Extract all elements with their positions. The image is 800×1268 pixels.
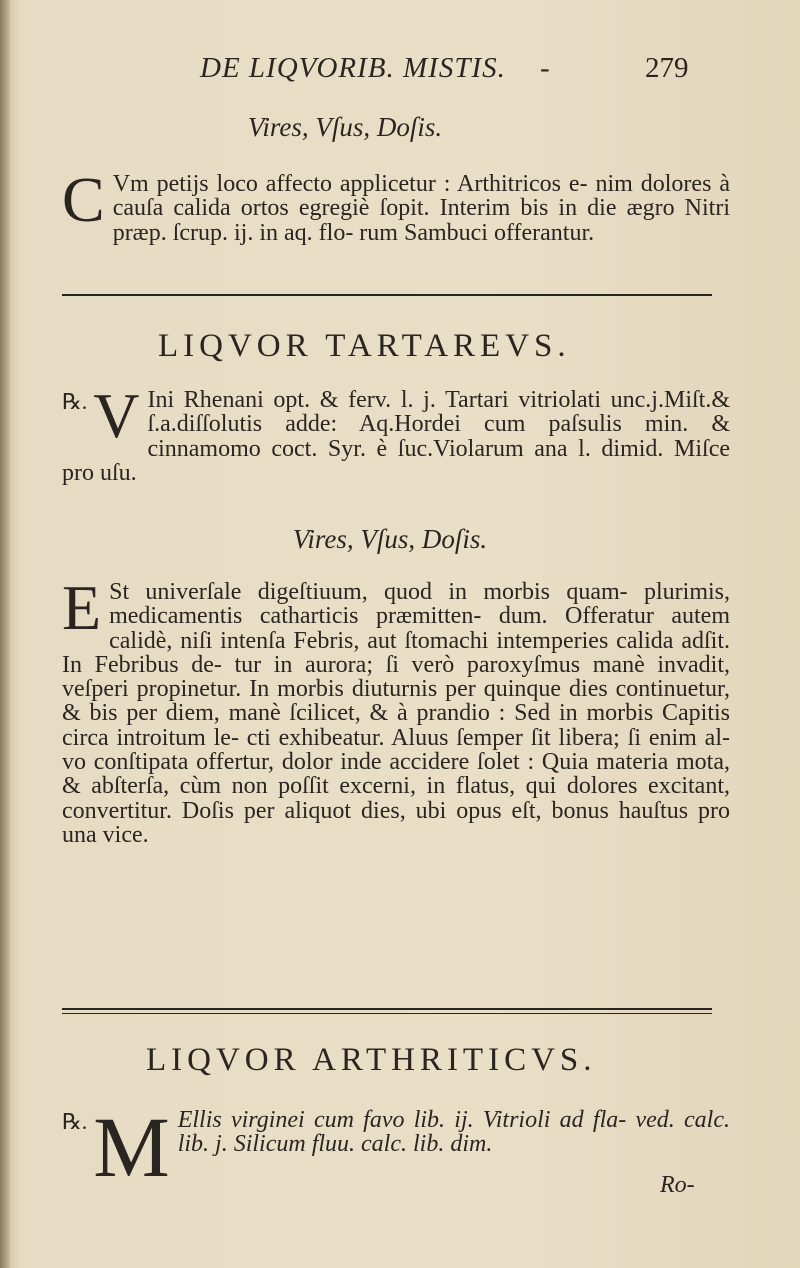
recipe-symbol: ℞. (62, 389, 88, 414)
section1-text: Vm petijs loco affecto applicetur : Arthitricos e- nim dolores à cauſa calida ortos egregiè ſopit. Interim bis in die ægro Nitri præp. ſcrup. ij. in aq. flo- rum Sambuci offerantur. (112, 171, 730, 246)
header-dash: - (540, 52, 550, 84)
page-number: 279 (645, 52, 689, 84)
section2-subtitle: Vires, Vſus, Doſis. (292, 524, 488, 554)
section3-title: LIQVOR ARTHRITICVS. (146, 1042, 597, 1078)
section2-paragraph (62, 572, 730, 848)
section2-title: LIQVOR TARTAREVS. (158, 328, 571, 364)
double-divider-rule (62, 1008, 712, 1010)
recipe-text: Ini Rhenani opt. & ferv. l. j. Tartari vitriolati unc.j.Miſt.& ſ.a.diſſolutis adde: Aq.Hordei cum paſsulis min. & cinnamomo coct. Syr. è ſuc.Violarum ana l. dimid. Miſce pro uſu. (62, 387, 730, 486)
drop-cap: C (62, 164, 105, 235)
drop-cap: M (93, 1099, 170, 1195)
recipe-symbol: ℞. (62, 1109, 88, 1134)
drop-cap: V (93, 380, 140, 451)
running-header (200, 52, 720, 92)
recipe-paragraph (62, 380, 730, 486)
section1-subtitle: Vires, Vſus, Doſis. (247, 112, 443, 142)
section2-body: St univerſale digeſtiuum, quod in morbis quam- plurimis, medicamentis catharticis præmitten- dum. Offeratur autem calidè, niſi intenſa Febris, aut ſtomachi intemperies calida adſit. In Febribus de- tur in aurora; ſi verò paroxyſmus manè invadit, veſperi propinetur. In morbis diuturnis per quinque dies continuetur, & bis per diem, manè ſcilicet, & à prandio : Sed in morbis Capitis circa introitum le- cti exhibeatur. Aluus ſemper ſit libera; ſi enim al- vo conſtipata offertur, dolor inde accidere ſolet : Quia materia mota, & abſterſa, cùm non poſſit excerni, in flatus, qui dolores excitant, convertitur. Doſis per aliquot dies, ubi opus eſt, bonus hauſtus pro una vice. (62, 579, 730, 848)
catchword: Ro- (660, 1172, 695, 1198)
binding-gutter (0, 0, 10, 1268)
drop-cap: E (62, 572, 102, 643)
section1-paragraph (62, 164, 730, 246)
divider-rule (62, 294, 712, 296)
recipe-text: Ellis virginei cum favo lib. ij. Vitrioli ad fla- ved. calc. lib. j. Silicum fluu. calc. lib. dim. (177, 1107, 730, 1158)
running-title: DE LIQVORIB. MISTIS. (200, 52, 506, 84)
